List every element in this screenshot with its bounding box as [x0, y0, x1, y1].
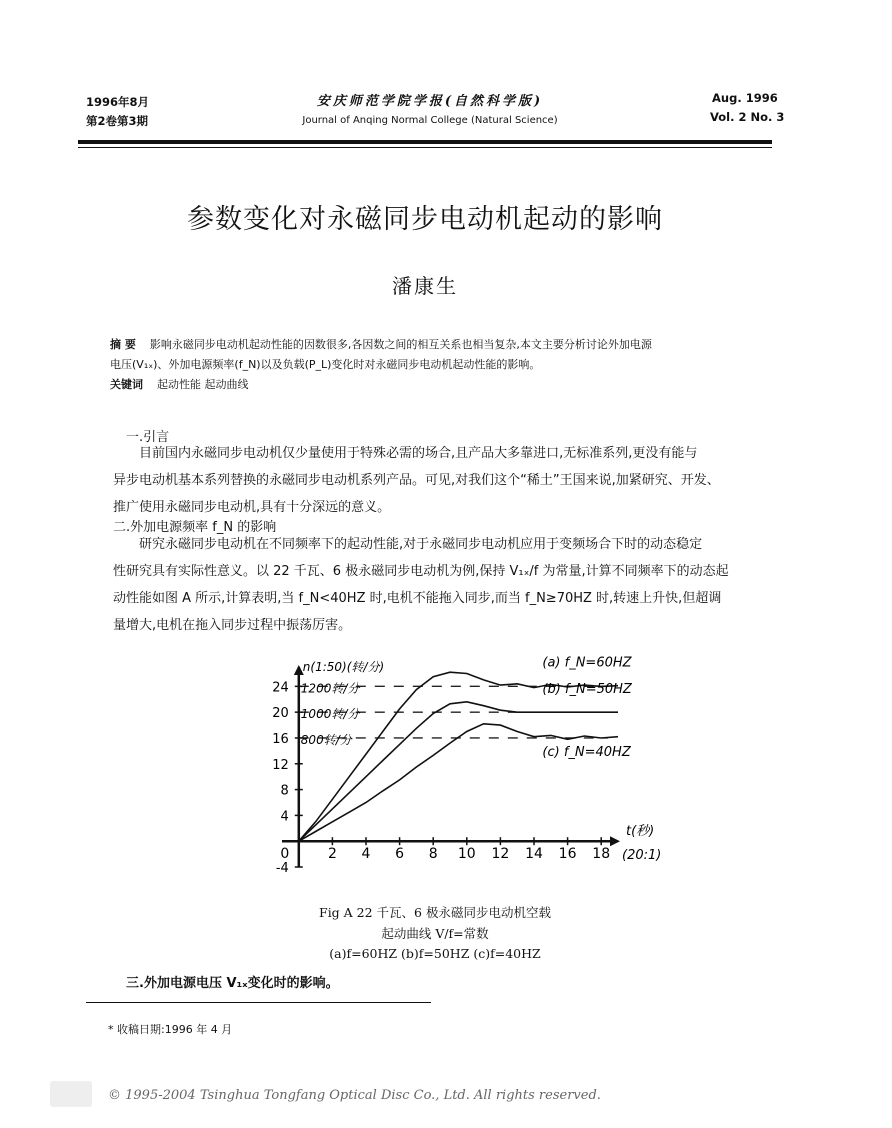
journal-title-cn: 安庆师范学院学报(自然科学版) [316, 94, 544, 109]
reference-line-label: 1200转/分 [300, 681, 360, 696]
reference-line-label: 1000转/分 [300, 707, 360, 722]
x-tick-label: 2 [327, 846, 337, 863]
y-tick-label: 16 [272, 731, 289, 747]
section1-line1: 目前国内永磁同步电动机仅少量使用于特殊必需的场合,且产品大多靠进口,无标准系列,更没有能与 [139, 446, 698, 461]
abstract-label: 摘 要 [110, 338, 136, 351]
x-axis-label: t(秒) [626, 824, 655, 840]
copyright-text: © 1995-2004 Tsinghua Tongfang Optical Disc Co., Ltd. All rights reserved. [108, 1088, 601, 1103]
x-tick-label: 4 [361, 846, 371, 863]
series-label: (a) f_N=60HZ [542, 655, 632, 671]
footnote-rule [86, 1002, 431, 1003]
y-axis-label: n(1:50)(转/分) [302, 660, 385, 674]
x-axis-scale-note: (20:1) [622, 848, 662, 864]
footnote: * 收稿日期:1996 年 4 月 [108, 1023, 233, 1036]
journal-title-en: Journal of Anqing Normal College (Natural Science) [302, 115, 558, 126]
section2-heading: 二.外加电源频率 f_N 的影响 [113, 520, 277, 535]
x-axis-arrow [610, 836, 620, 846]
series-label: (b) f_N=50HZ [542, 681, 632, 697]
paper-title: 参数变化对永磁同步电动机起动的影响 [187, 204, 663, 235]
series-line [299, 702, 618, 841]
x-tick-label: 8 [428, 846, 438, 863]
figure-caption-line1: Fig A 22 千瓦、6 极永磁同步电动机空载 [319, 905, 551, 920]
series-label: (c) f_N=40HZ [542, 745, 631, 761]
x-tick-label: 12 [491, 846, 510, 863]
header-volume-cn: 第2卷第3期 [86, 114, 149, 128]
startup-curve-chart [240, 655, 690, 890]
x-tick-label: 14 [525, 846, 543, 863]
header-date-cn: 1996年8月 [86, 95, 150, 109]
section2-line2: 性研究具有实际性意义。以 22 千瓦、6 极永磁同步电动机为例,保持 V₁ₓ/f 为常量,计算不同频率下的动态起 [113, 564, 729, 579]
publisher-logo [50, 1081, 92, 1107]
keywords-text: 起动性能 起动曲线 [157, 378, 249, 391]
section2-line3: 动性能如图 A 所示,计算表明,当 f_N<40HZ 时,电机不能拖入同步,而当 f_N≥70HZ 时,转速上升快,但超调 [113, 591, 722, 606]
section2-paragraph [113, 531, 778, 639]
header-date-en: Aug. 1996 [712, 91, 778, 105]
abstract-line2: 电压(V₁ₓ)、外加电源频率(f_N)以及负载(P_L)变化时对永磁同步电动机起动性能的影响。 [110, 358, 541, 371]
x-tick-label: 10 [457, 846, 476, 863]
section2-line1: 研究永磁同步电动机在不同频率下的起动性能,对于永磁同步电动机应用于变频场合下时的动态稳定 [139, 537, 703, 552]
section3-heading: 三.外加电源电压 V₁ₓ变化时的影响。 [126, 976, 339, 991]
abstract [110, 335, 790, 395]
reference-line-label: 800转/分 [300, 732, 352, 747]
section1-line2: 异步电动机基本系列替换的永磁同步电动机系列产品。可见,对我们这个“稀土”王国来说,加紧研究、开发、 [113, 473, 720, 488]
header-volume-en: Vol. 2 No. 3 [710, 110, 785, 124]
section1-line3: 推广使用永磁同步电动机,具有十分深远的意义。 [113, 500, 391, 515]
abstract-line1: 影响永磁同步电动机起动性能的因数很多,各因数之间的相互关系也相当复杂,本文主要分析讨论外加电源 [149, 338, 652, 351]
y-tick-label: 12 [272, 757, 289, 773]
keywords-label: 关键词 [110, 378, 143, 391]
header-rule-thin [78, 147, 772, 148]
y-tick-label: 4 [280, 809, 289, 825]
header-rule-thick [78, 140, 772, 144]
section2-line4: 量增大,电机在拖入同步过程中振荡厉害。 [113, 618, 352, 633]
y-tick-label: -4 [275, 861, 289, 876]
y-tick-label: 20 [272, 706, 289, 722]
figure-caption-line3: (a)f=60HZ (b)f=50HZ (c)f=40HZ [329, 946, 541, 961]
y-tick-label: 24 [272, 680, 289, 696]
paper-author: 潘康生 [392, 274, 458, 298]
section1-heading: 一.引言 [126, 430, 170, 445]
x-tick-label: 0 [280, 846, 290, 863]
section1-paragraph [113, 440, 778, 521]
x-tick-label: 6 [395, 846, 405, 863]
figure-caption-line2: 起动曲线 V/f=常数 [381, 926, 489, 941]
x-tick-label: 18 [592, 846, 611, 863]
x-tick-label: 16 [558, 846, 577, 863]
y-tick-label: 8 [280, 783, 289, 799]
